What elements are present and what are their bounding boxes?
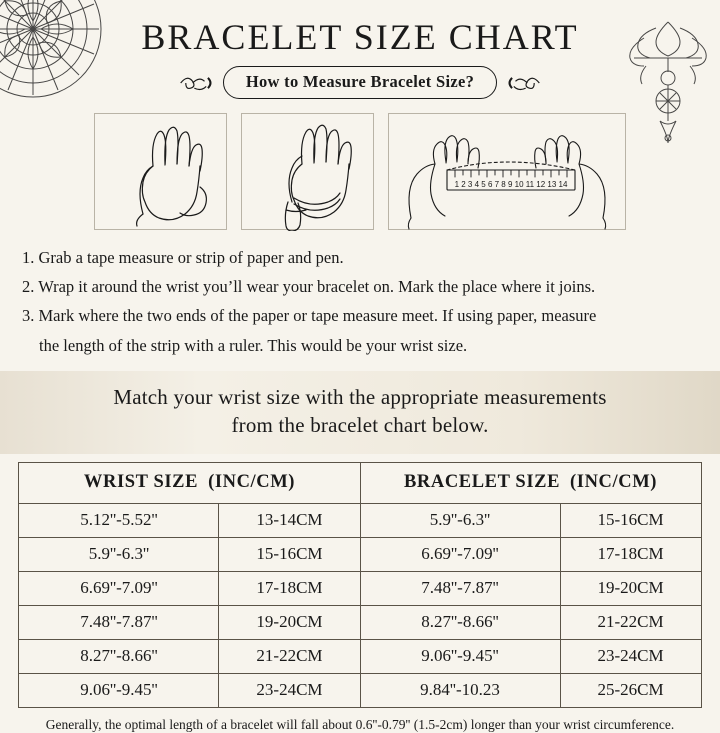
banner-line-2: from the bracelet chart below. [231,413,489,438]
cell-bracelet-cm: 17-18CM [560,537,701,571]
table-header-row [19,462,701,503]
table-row [19,605,701,639]
cell-bracelet-cm: 21-22CM [560,605,701,639]
measure-steps [22,244,698,359]
ruler-tick-labels: 1 2 3 4 5 6 7 8 9 10 11 12 13 14 [454,180,568,189]
cell-wrist-cm: 21-22CM [219,639,360,673]
illustration-step2-wrap-wrist [241,113,374,230]
subtitle-row [0,66,720,99]
banner-line-1: Match your wrist size with the appropriate measurements [113,384,607,409]
cell-bracelet-inch: 9.84''-10.23 [360,673,560,707]
flourish-left-icon [179,72,213,94]
cell-bracelet-cm: 23-24CM [560,639,701,673]
cell-bracelet-cm: 19-20CM [560,571,701,605]
cell-wrist-inch: 6.69''-7.09'' [19,571,219,605]
step-2: 2. Wrap it around the wrist you’ll wear your bracelet on. Mark the place where it joins. [22,277,596,297]
cell-wrist-cm: 23-24CM [219,673,360,707]
cell-wrist-cm: 13-14CM [219,503,360,537]
illustration-step1-hand-with-tape [94,113,227,230]
cell-bracelet-inch: 6.69''-7.09'' [360,537,560,571]
cell-wrist-cm: 17-18CM [219,571,360,605]
footnote: Generally, the optimal length of a bracelet will fall about 0.6''-0.79'' (1.5-2cm) longer than your wrist circumference. [45,716,675,732]
cell-bracelet-cm: 25-26CM [560,673,701,707]
cell-wrist-inch: 9.06''-9.45'' [19,673,219,707]
cell-wrist-inch: 5.9''-6.3'' [19,537,219,571]
step-1: 1. Grab a tape measure or strip of paper and pen. [22,248,344,267]
step-3-continued: the length of the strip with a ruler. This would be your wrist size. [39,335,468,355]
step-3: 3. Mark where the two ends of the paper or tape measure meet. If using paper, measure [22,306,597,326]
cell-wrist-cm: 19-20CM [219,605,360,639]
cell-bracelet-inch: 7.48''-7.87'' [360,571,560,605]
illustration-step3-measure-with-ruler [388,113,626,230]
cell-bracelet-inch: 8.27''-8.66'' [360,605,560,639]
cell-wrist-inch: 8.27''-8.66'' [19,639,219,673]
header-bracelet-size: BRACELET SIZE (INC/CM) [360,462,701,503]
cell-wrist-inch: 7.48''-7.87'' [19,605,219,639]
illustration-row [0,113,720,230]
cell-wrist-cm: 15-16CM [219,537,360,571]
table-row [19,503,701,537]
cell-bracelet-inch: 5.9''-6.3'' [360,503,560,537]
flourish-right-icon [507,72,541,94]
header-wrist-size: WRIST SIZE (INC/CM) [19,462,360,503]
match-banner [0,371,720,454]
table-row [19,537,701,571]
page-title: BRACELET SIZE CHART [141,17,579,57]
size-chart-table [18,462,701,708]
cell-wrist-inch: 5.12''-5.52'' [19,503,219,537]
cell-bracelet-cm: 15-16CM [560,503,701,537]
subtitle-pill: How to Measure Bracelet Size? [223,66,497,99]
cell-bracelet-inch: 9.06''-9.45'' [360,639,560,673]
table-row [19,673,701,707]
table-row [19,639,701,673]
table-row [19,571,701,605]
